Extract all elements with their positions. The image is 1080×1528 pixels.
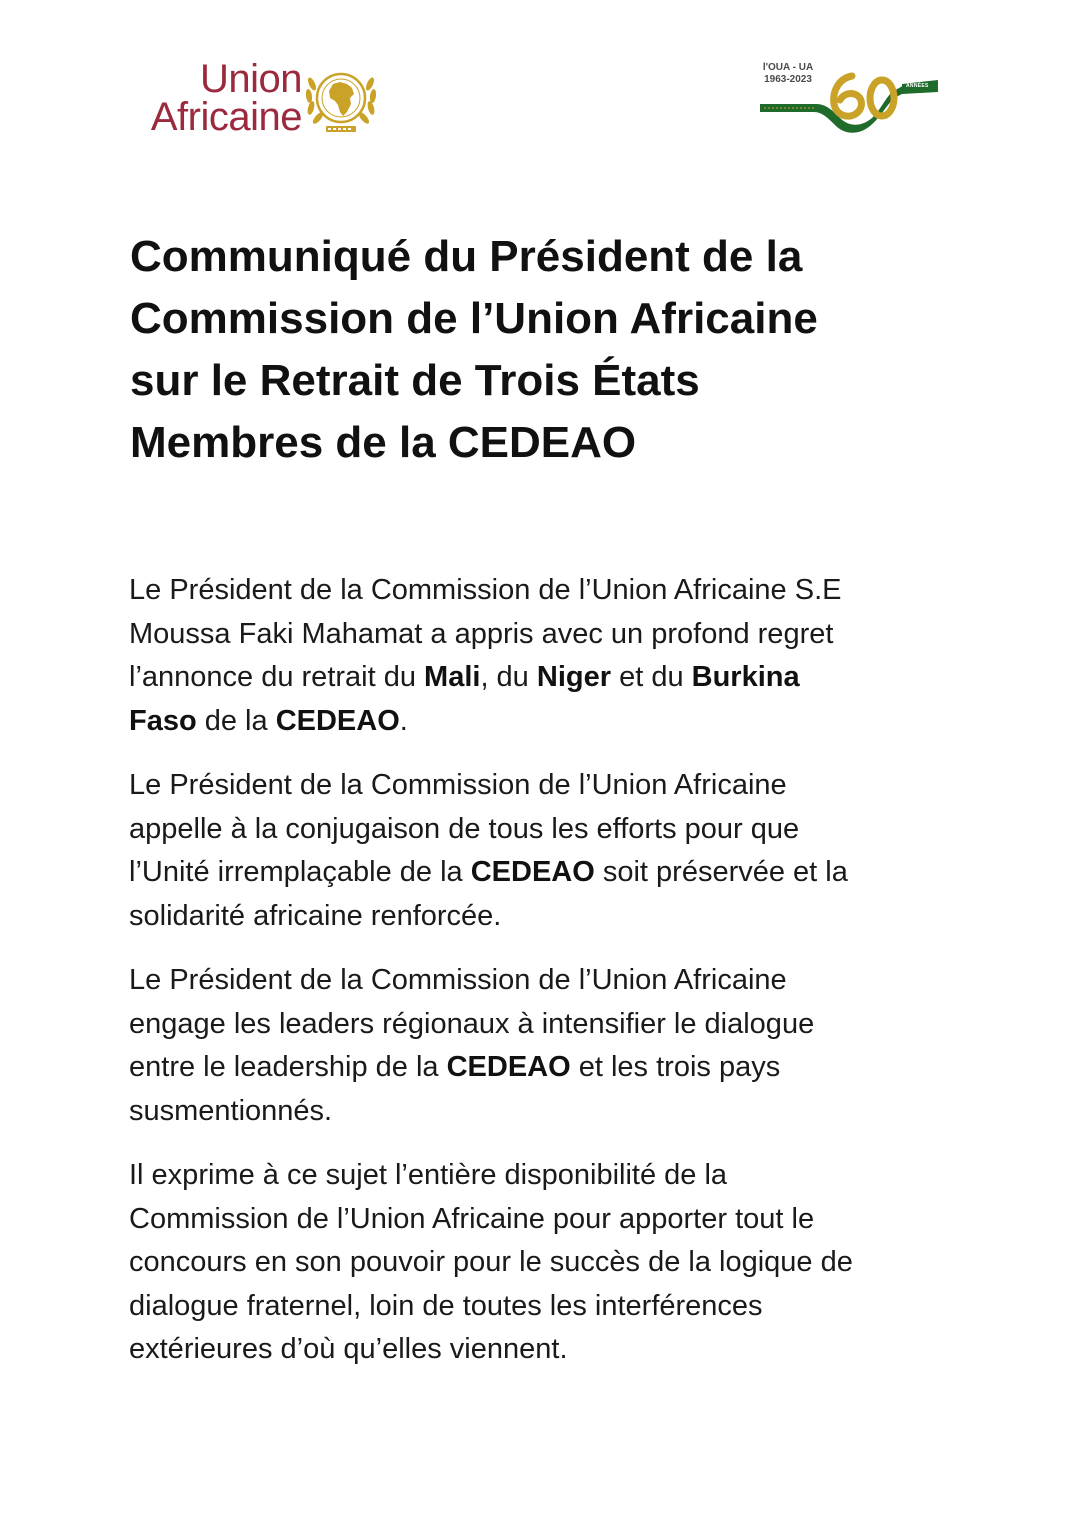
p3-line-4: susmentionnés. [129,1094,333,1127]
p1-line-3 [129,656,959,700]
p2-line-1: Le Président de la Commission de l’Union Africaine [129,769,787,801]
country-faso: Faso [129,704,197,737]
p2-line-2: appelle à la conjugaison de tous les efforts pour que [129,812,800,845]
title-line-3: sur le Retrait de Trois États [130,356,700,405]
title-line-4: Membres de la CEDEAO [130,418,637,467]
african-union-logo [132,57,392,142]
org-cedeao: CEDEAO [275,704,400,737]
org-cedeao: CEDEAO [446,1051,571,1083]
p3-line-3 [129,1046,959,1090]
p2-text: l’Unité irremplaçable de la [129,856,471,888]
p1-text: , du [480,661,537,693]
p1-text: et du [611,661,692,693]
au-wordmark [132,57,302,139]
african-union-emblem-icon [300,60,382,142]
oua-ua-60-years-logo [756,56,942,146]
anniversary-label [756,62,820,86]
p1-line-1: Le Président de la Commission de l’Union Africaine S.E [129,574,842,606]
p1-line-2: Moussa Faki Mahamat a appris avec un profond regret [129,617,834,650]
p3-text: entre le leadership de la [129,1051,447,1083]
p4-line-4: dialogue fraternel, loin de toutes les interférences [129,1289,763,1322]
anniversary-label-line1: l'OUA - UA [762,62,814,73]
p3-line-1: Le Président de la Commission de l’Union Africaine [129,964,787,996]
title-line-1: Communiqué du Président de la [130,232,803,281]
p4-line-1: Il exprime à ce sujet l’entière disponibilité de la [129,1159,728,1191]
p1-text: l’annonce du retrait du [129,661,425,693]
title-line-2: Commission de l’Union Africaine [130,294,818,343]
paragraph-2 [129,764,959,938]
au-wordmark-line2: Africaine [150,95,302,139]
au-wordmark-line1: Union [199,57,302,101]
p1-line-4 [129,700,959,744]
paragraph-1 [129,569,959,743]
p2-line-3 [129,851,959,895]
communique-body [129,569,959,1393]
communique-title [130,226,960,474]
p2-line-4: solidarité africaine renforcée. [129,899,502,932]
p4-line-3: concours en son pouvoir pour le succès de la logique de [129,1246,853,1278]
anniversary-label-line2: 1963-2023 [764,74,812,85]
p2-text: soit préservée et la [594,856,848,888]
p1-text: . [399,704,408,737]
paragraph-4 [129,1154,959,1372]
country-mali: Mali [424,661,481,693]
paragraph-3 [129,959,959,1133]
p3-text: et les trois pays [570,1051,781,1083]
p1-text: de la [196,704,276,737]
country-burkina: Burkina [691,661,800,693]
p4-line-5: extérieures d’où qu’elles viennent. [129,1333,568,1365]
country-niger: Niger [536,661,612,693]
org-cedeao: CEDEAO [470,856,595,888]
document-header [0,0,1080,170]
p3-line-2: engage les leaders régionaux à intensifier le dialogue [129,1007,815,1040]
p4-line-2: Commission de l’Union Africaine pour apporter tout le [129,1202,815,1235]
anniversary-suffix: ANNÉES [906,83,929,89]
